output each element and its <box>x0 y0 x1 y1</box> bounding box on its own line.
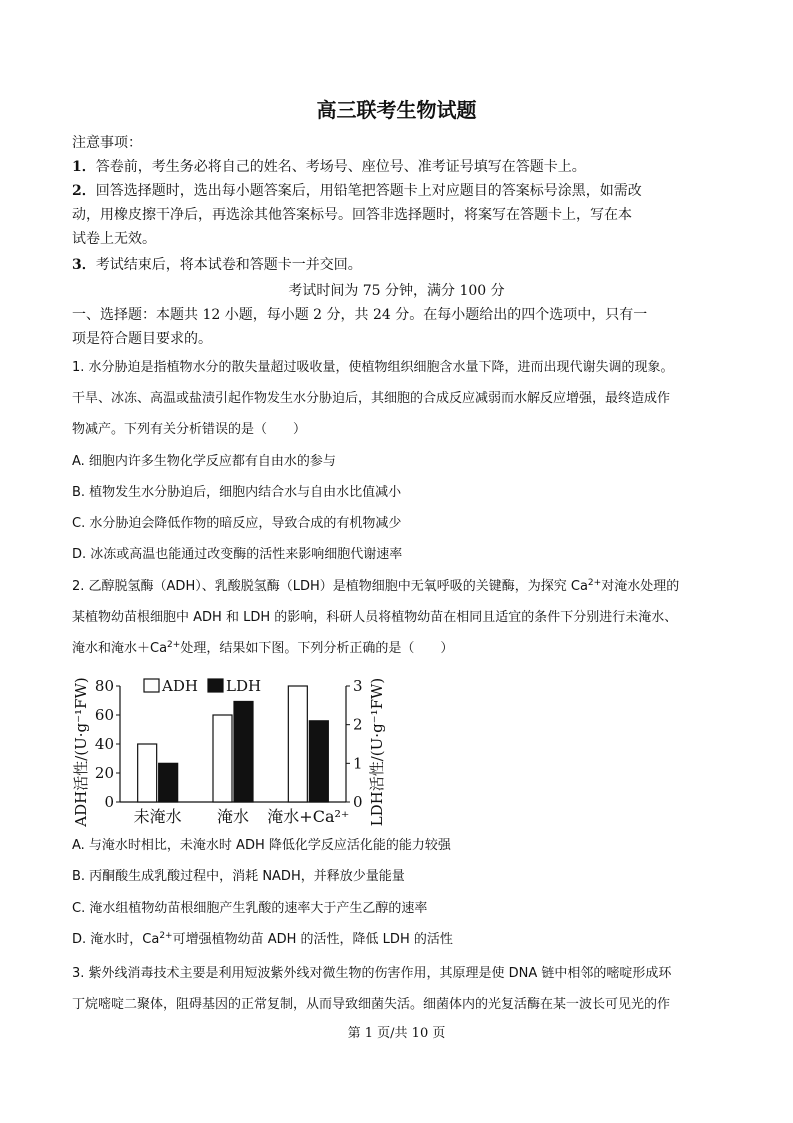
notice-item-2-text: 回答选择题时，选出每小题答案后，用铅笔把答题卡上对应题目的答案标号涂黑，如需改 <box>95 183 642 199</box>
notice-item-1-text: 答卷前，考生务必将自己的姓名、考场号、座位号、准考证号填写在答题卡上。 <box>95 159 586 175</box>
right-axis-tick-label: 2 <box>353 715 363 734</box>
bar-ldh <box>234 701 253 802</box>
question-2-stem-superscript: 2+ <box>587 578 602 588</box>
x-axis-category-label: 未淹水 <box>133 807 182 826</box>
question-2-stem <box>72 575 724 599</box>
question-2-stem-line-3-part-1: 淹水和淹水＋Ca <box>72 641 168 656</box>
notice-item-2-number: 2． <box>72 183 96 199</box>
left-axis-tick-label: 40 <box>94 735 114 753</box>
legend-label-ldh: LDH <box>226 677 262 695</box>
question-2-option-d-superscript: 2+ <box>159 931 173 941</box>
legend-swatch-adh <box>144 679 159 692</box>
legend-label-adh: ADH <box>162 677 198 695</box>
notice-item-2-line-3: 试卷上无效。 <box>72 231 156 247</box>
right-axis-tick-label: 3 <box>353 677 363 695</box>
question-1-stem-line-3: 物减产。下列有关分析错误的是（ ） <box>72 422 307 437</box>
question-1-option-c: C. 水分胁迫会降低作物的暗反应，导致合成的有机物减少 <box>72 516 402 531</box>
bar-adh <box>138 744 157 802</box>
page-title: 高三联考生物试题 <box>316 98 477 122</box>
enzyme-activity-chart <box>70 672 400 834</box>
section-heading: 一、选择题：本题共 12 小题，每小题 2 分，共 24 分。在每小题给出的四个选项中，只有一 <box>72 307 648 323</box>
notice-item-3 <box>72 253 724 277</box>
x-axis-category-label: 淹水+Ca²⁺ <box>267 807 350 826</box>
right-axis-label: LDH活性/(U·g⁻¹FW) <box>368 677 386 827</box>
question-1-option-d: D. 冰冻或高温也能通过改变酶的活性来影响细胞代谢速率 <box>72 547 403 562</box>
question-2-option-c: C. 淹水组植物幼苗根细胞产生乳酸的速率大于产生乙醇的速率 <box>72 901 428 916</box>
notice-item-2 <box>72 179 724 203</box>
notice-item-3-text: 考试结束后，将本试卷和答题卡一并交回。 <box>95 257 362 273</box>
bar-ldh <box>309 721 328 802</box>
question-2-option-b: B. 丙酮酸生成乳酸过程中，消耗 NADH，并释放少量能量 <box>72 869 405 884</box>
page-footer: 第 1 页/共 10 页 <box>347 1026 446 1041</box>
notice-item-1-number: 1． <box>72 159 96 175</box>
question-1-stem: 1. 水分胁迫是指植物水分的散失量超过吸收量，使植物组织细胞含水量下降，进而出现代谢失调的现象。 <box>72 360 674 375</box>
question-2-option-d-part-1: D. 淹水时，Ca <box>72 932 160 947</box>
question-2-stem-part-1: 2. 乙醇脱氢酶（ADH）、乳酸脱氢酶（LDH）是植物细胞中无氧呼吸的关键酶，为探究 Ca <box>72 579 588 594</box>
question-1-stem-line-2: 干旱、冰冻、高温或盐渍引起作物发生水分胁迫后，其细胞的合成反应减弱而水解反应增强，最终造成作 <box>72 391 671 406</box>
legend-swatch-ldh <box>208 679 223 692</box>
bar-adh <box>288 686 307 802</box>
question-2-stem-line-3-part-2: 处理，结果如下图。下列分析正确的是（ ） <box>180 641 454 656</box>
left-axis-tick-label: 0 <box>104 793 114 811</box>
notice-item-2-line-2: 动，用橡皮擦干净后，再选涂其他答案标号。回答非选择题时，将案写在答题卡上，写在本 <box>72 207 632 223</box>
bar-ldh <box>159 763 178 802</box>
left-axis-label: ADH活性/(U·g⁻¹FW) <box>72 677 90 827</box>
notice-heading: 注意事项： <box>72 135 142 151</box>
x-axis-category-label: 淹水 <box>216 807 250 826</box>
bar-adh <box>213 715 232 802</box>
question-2-option-a: A. 与淹水时相比，未淹水时 ADH 降低化学反应活化能的能力较强 <box>72 838 451 853</box>
question-1-option-a: A. 细胞内许多生物化学反应都有自由水的参与 <box>72 454 336 469</box>
question-2-stem-line-3 <box>72 637 724 661</box>
question-2-option-d-part-2: 可增强植物幼苗 ADH 的活性，降低 LDH 的活性 <box>172 932 453 947</box>
question-2-stem-line-3-superscript: 2+ <box>167 640 181 650</box>
notice-item-3-number: 3． <box>72 257 96 273</box>
question-1-option-b: B. 植物发生水分胁迫后，细胞内结合水与自由水比值减小 <box>72 485 402 500</box>
question-2-stem-line-2: 某植物幼苗根细胞中 ADH 和 LDH 的影响，科研人员将植物幼苗在相同且适宜的条件下分别进行未淹水、 <box>72 610 678 625</box>
notice-item-1 <box>72 155 724 179</box>
left-axis-tick-label: 60 <box>94 706 114 724</box>
question-3-stem: 3. 紫外线消毒技术主要是利用短波紫外线对微生物的伤害作用，其原理是使 DNA 链中相邻的嘧啶形成环 <box>72 966 672 981</box>
question-2-stem-part-2: 对淹水处理的 <box>601 579 680 594</box>
left-axis-tick-label: 80 <box>94 677 114 695</box>
exam-info: 考试时间为 75 分钟，满分 100 分 <box>288 283 505 299</box>
right-axis-tick-label: 1 <box>353 754 363 773</box>
left-axis-tick-label: 20 <box>94 764 114 782</box>
question-2-option-d <box>72 928 724 952</box>
question-3-stem-line-2: 丁烷嘧啶二聚体，阻碍基因的正常复制，从而导致细菌失活。细菌体内的光复活酶在某一波长可见光的作 <box>72 997 671 1012</box>
right-axis-tick-label: 0 <box>353 793 363 811</box>
section-heading-line-2: 项是符合题目要求的。 <box>72 331 212 347</box>
